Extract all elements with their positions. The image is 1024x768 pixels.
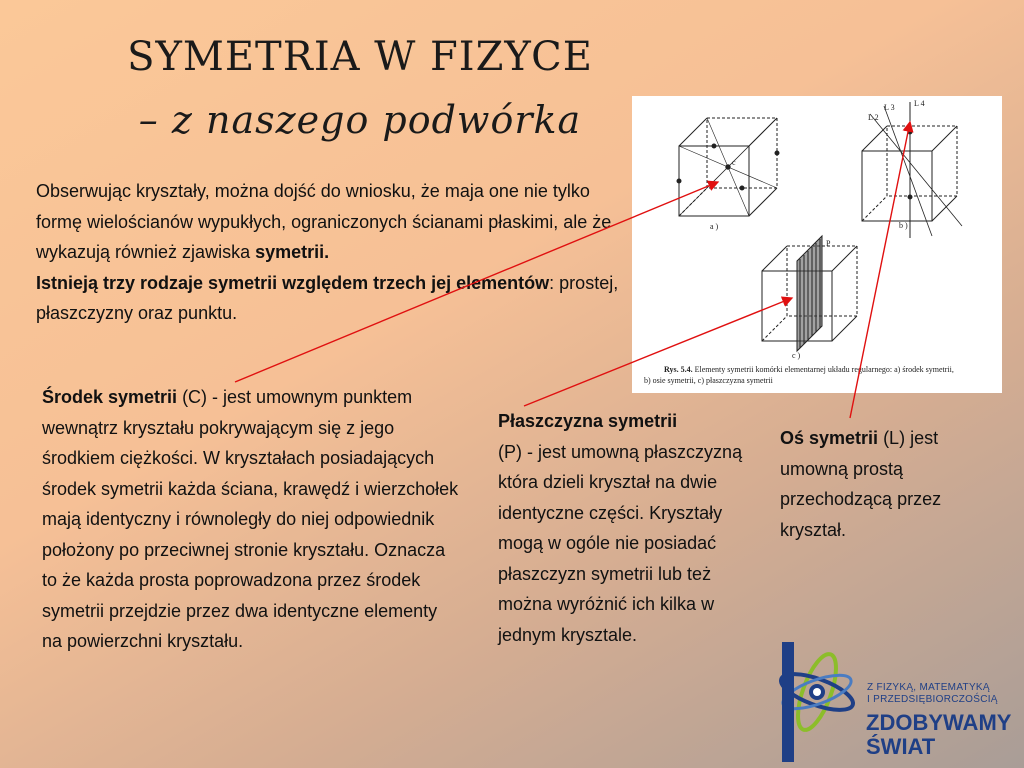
caption-line-2: b) osie symetrii, c) płaszczyzna symetrii (644, 376, 773, 385)
intro-paragraph (36, 176, 626, 329)
caption-line-1 (664, 365, 954, 374)
symmetry-axis-term: Oś symetrii (780, 428, 879, 448)
symmetry-plane-term: Płaszczyzna symetrii (498, 411, 678, 431)
label-l4: L 4 (914, 99, 925, 108)
intro-bold-three-types: Istnieją trzy rodzaje symetrii względem trzech jej elementów (36, 272, 550, 293)
symmetry-plane-text: (P) - jest umowną płaszczyzną która dzieli kryształ na dwie identyczne części. Kryształy mogą w ogóle nie posiadać płaszczyzn symetrii lub też można wyróżnić ich kilka w jednym krysztale. (498, 441, 743, 645)
label-cc: c ) (792, 351, 801, 360)
label-b: b ) (899, 221, 908, 230)
title-line-1: SYMETRIA W FIZYCE (127, 34, 593, 80)
cube-plane-of-symmetry (762, 236, 857, 351)
symmetry-center-paragraph (42, 382, 462, 657)
symmetry-center-term: Środek symetrii (42, 387, 178, 407)
symmetry-axis-paragraph (780, 423, 980, 545)
label-p: P (826, 239, 831, 248)
intro-text-1: Obserwując kryształy, można dojść do wniosku, że maja one nie tylko formę wielościanów wypukłych, ograniczonych ścianami płaskimi, ale że wykazują również zjawiska (36, 181, 612, 262)
label-a: a ) (710, 222, 719, 231)
crystal-diagram-svg (632, 96, 1002, 393)
label-l3: L 3 (884, 103, 895, 112)
logo-line-3: ZDOBYWAMY (866, 710, 1012, 735)
label-c: c (732, 158, 736, 167)
cube-axes-of-symmetry (862, 102, 962, 238)
project-logo (772, 620, 1024, 768)
symmetry-axis-text: (L) jest umowną prostą przechodzącą przez kryształ. (780, 428, 942, 540)
crystal-symmetry-figure (632, 96, 1002, 393)
caption-bold: Rys. 5.4. (664, 365, 693, 374)
symmetry-center-text: (C) - jest umownym punktem wewnątrz kryształu pokrywającym się z jego środkiem ciężkości. W kryształach posiadających środek symetrii każda ściana, krawędź i wierzchołek mają identyczny i równoległy do niej odpowiednik położony po przeciwnej stronie kryształu. Oznacza to że każda prosta poprowadzona przez środek symetrii przejdzie przez dwa identyczne elementy na powierzchni kryształu. (42, 387, 459, 651)
intro-bold-symmetry: symetrii. (255, 242, 330, 262)
caption-text-1: Elementy symetrii komórki elementarnej układu regularnego: a) środek symetrii, (692, 365, 954, 374)
label-l2: L 2 (868, 113, 879, 122)
cube-center-of-symmetry (677, 118, 779, 216)
logo-line-1: Z FIZYKĄ, MATEMATYKĄ (867, 682, 990, 693)
logo-line-4: ŚWIAT (866, 734, 936, 759)
symmetry-plane-paragraph (498, 406, 748, 650)
logo-line-2: I PRZEDSIĘBIORCZOŚCIĄ (867, 694, 998, 705)
intro-text-2: : prostej, płaszczyzny oraz punktu. (36, 272, 619, 323)
title-line-2: – z naszego podwórka (138, 98, 582, 142)
